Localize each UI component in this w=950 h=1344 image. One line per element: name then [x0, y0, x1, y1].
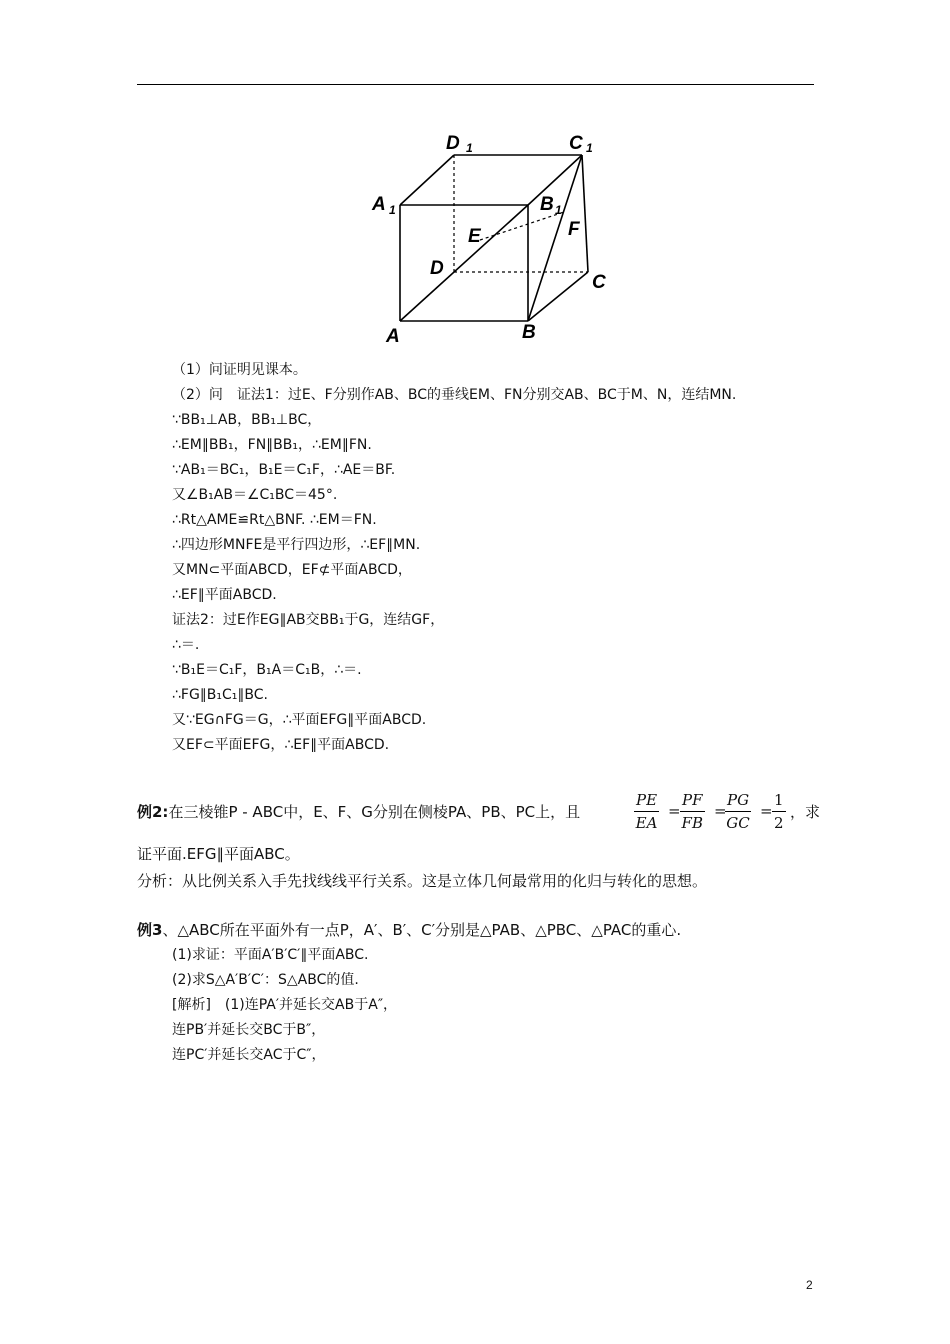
proof-line-11: 证法2：过E作EG∥AB交BB₁于G，连结GF，: [172, 612, 445, 628]
example2-label: 例2:: [137, 803, 169, 821]
proof-line-8: ∴四边形MNFE是平行四边形，∴EF∥MN.: [172, 537, 421, 553]
label-A: A: [386, 326, 400, 347]
proof-line-1: （1）问证明见课本。: [172, 362, 307, 378]
page-number: 2: [806, 1278, 813, 1292]
example3-q2: (2)求S△A′B′C′：S△ABC的值.: [172, 972, 359, 988]
header-rule: [137, 84, 814, 85]
proof-line-13: ∵B₁E＝C₁F，B₁A＝C₁B，∴＝.: [172, 662, 362, 678]
proof-line-9: 又MN⊂平面ABCD，EF⊄平面ABCD，: [172, 562, 412, 578]
example3-solution-2: 连PB′并延长交BC于B″，: [172, 1022, 326, 1038]
fraction-pf-fb: [680, 791, 705, 832]
label-A1-sub: 1: [389, 203, 396, 217]
example3-line-1: [137, 920, 681, 940]
fraction-denominator: EA: [635, 814, 658, 832]
proof-line-16: 又EF⊂平面EFG，∴EF∥平面ABCD.: [172, 737, 390, 753]
proof-line-2: （2）问 证法1：过E、F分别作AB、BC的垂线EM、FN分别交AB、BC于M、N，连结MN.: [172, 387, 737, 403]
fraction-denominator: FB: [681, 814, 703, 832]
fraction-one-half: [772, 791, 786, 832]
label-D1-sub: 1: [466, 141, 473, 155]
label-B1-sub: 1: [555, 203, 562, 217]
label-D: D: [430, 258, 444, 279]
example2-analysis: 分析：从比例关系入手先找线线平行关系。这是立体几何最常用的化归与转化的思想。: [137, 872, 708, 890]
proof-line-12: ∴＝.: [172, 637, 200, 653]
proof-line-6: 又∠B₁AB＝∠C₁BC＝45°.: [172, 487, 338, 503]
fraction-denominator: 2: [774, 814, 784, 832]
fraction-denominator: GC: [726, 814, 750, 832]
proof-line-5: ∵AB₁＝BC₁，B₁E＝C₁F，∴AE＝BF.: [172, 462, 396, 478]
cube-figure: [362, 122, 624, 354]
edge-A1-D1: [400, 155, 454, 205]
example2-line-2: 证平面.EFG∥平面ABC。: [137, 845, 300, 863]
hidden-line-E-F: [480, 212, 564, 240]
example2-text: 在三棱锥P - ABC中，E、F、G分别在侧棱PA、PB、PC上，且: [168, 803, 581, 821]
label-E: E: [468, 226, 481, 247]
proof-line-3: ∵BB₁⊥AB，BB₁⊥BC，: [172, 412, 322, 428]
label-C1-sub: 1: [586, 141, 593, 155]
label-C1: C: [569, 133, 583, 154]
example3-label: 例3: [137, 921, 163, 939]
fraction-numerator: 1: [772, 791, 786, 812]
example3-solution-1: [解析] (1)连PA′并延长交AB于A″，: [172, 997, 398, 1013]
example3-text: 、△ABC所在平面外有一点P，A′、B′、C′分别是△PAB、△PBC、△PAC的重心.: [162, 921, 682, 939]
example2-tail: ，求: [790, 803, 821, 821]
proof-line-4: ∴EM∥BB₁，FN∥BB₁，∴EM∥FN.: [172, 437, 372, 453]
proof-line-7: ∴Rt△AME≌Rt△BNF. ∴EM＝FN.: [172, 512, 377, 528]
equals-sign: =: [714, 802, 727, 820]
fraction-pg-gc: [725, 791, 751, 832]
label-B: B: [522, 322, 536, 343]
fraction-numerator: PG: [725, 791, 751, 812]
fraction-pe-ea: [634, 791, 659, 832]
equals-sign: =: [760, 802, 773, 820]
label-D1: D: [446, 133, 460, 154]
proof-line-15: 又∵EG∩FG＝G，∴平面EFG∥平面ABCD.: [172, 712, 427, 728]
fraction-numerator: PF: [680, 791, 705, 812]
edge-C1-C: [582, 155, 588, 272]
label-F: F: [568, 219, 580, 240]
fraction-numerator: PE: [634, 791, 659, 812]
edge-B-C: [528, 272, 588, 321]
equals-sign: =: [668, 802, 681, 820]
example2-line-1: [137, 802, 580, 822]
label-A1: A: [372, 194, 386, 215]
example3-solution-3: 连PC′并延长交AC于C″，: [172, 1047, 326, 1063]
example3-q1: (1)求证：平面A′B′C′∥平面ABC.: [172, 947, 369, 963]
proof-line-10: ∴EF∥平面ABCD.: [172, 587, 277, 603]
label-C: C: [592, 272, 606, 293]
proof-line-14: ∴FG∥B₁C₁∥BC.: [172, 687, 268, 703]
label-B1: B: [540, 194, 554, 215]
